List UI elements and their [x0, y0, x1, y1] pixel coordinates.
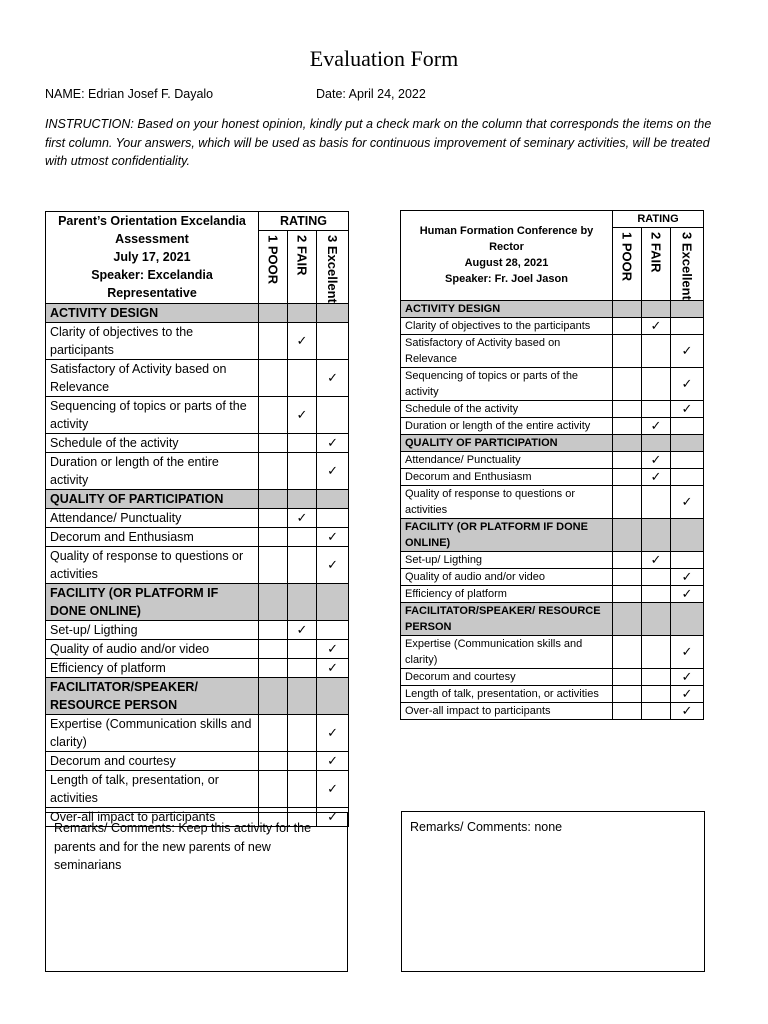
activity-title-line: Speaker: Excelandia Representative	[91, 268, 213, 301]
table-row	[401, 400, 704, 417]
check-mark-icon: ✓	[327, 435, 338, 451]
section-rating-cell	[317, 583, 349, 620]
table-row	[401, 468, 704, 485]
section-row	[46, 489, 349, 508]
section-row	[401, 518, 704, 551]
rating-cell	[642, 635, 671, 668]
criterion-label: Length of talk, presentation, or activities	[46, 770, 259, 807]
section-label: ACTIVITY DESIGN	[46, 303, 259, 322]
rating-cell	[671, 585, 704, 602]
section-label: FACILITY (OR PLATFORM IF DONE ONLINE)	[46, 583, 259, 620]
rating-cell	[259, 751, 288, 770]
rating-column-header	[613, 228, 642, 301]
check-mark-icon: ✓	[681, 669, 693, 685]
criterion-label: Expertise (Communication skills and clarity)	[46, 714, 259, 751]
section-label: FACILITY (OR PLATFORM IF DONE ONLINE)	[401, 518, 613, 551]
rating-cell	[288, 770, 317, 807]
rating-cell	[259, 639, 288, 658]
check-mark-icon: ✓	[650, 469, 662, 485]
rating-header: RATING	[613, 211, 704, 228]
criterion-label: Clarity of objectives to the participants	[401, 317, 613, 334]
rating-cell	[671, 551, 704, 568]
check-mark-icon: ✓	[327, 370, 338, 386]
criterion-label: Efficiency of platform	[46, 658, 259, 677]
table-row	[46, 751, 349, 770]
rating-cell	[642, 668, 671, 685]
rating-cell	[642, 451, 671, 468]
rating-cell	[613, 317, 642, 334]
table-row	[46, 620, 349, 639]
criterion-label: Expertise (Communication skills and clarity)	[401, 635, 613, 668]
activity-title	[46, 212, 259, 304]
rating-column-header	[288, 231, 317, 304]
section-row	[46, 583, 349, 620]
criterion-label: Set-up/ Ligthing	[401, 551, 613, 568]
rating-cell	[317, 770, 349, 807]
section-rating-cell	[642, 300, 671, 317]
remarks-box-2: Remarks/ Comments: none	[401, 811, 705, 972]
table-row	[401, 668, 704, 685]
section-label: QUALITY OF PARTICIPATION	[46, 489, 259, 508]
rating-column-label: 2 FAIR	[648, 232, 664, 273]
criterion-label: Clarity of objectives to the participants	[46, 322, 259, 359]
table-row	[401, 568, 704, 585]
section-label: FACILITATOR/SPEAKER/ RESOURCE PERSON	[401, 602, 613, 635]
rating-cell	[613, 451, 642, 468]
table-row	[401, 635, 704, 668]
rating-cell	[642, 417, 671, 434]
rating-cell	[613, 702, 642, 719]
check-mark-icon: ✓	[681, 494, 693, 510]
table-row	[46, 359, 349, 396]
table-row	[401, 417, 704, 434]
rating-cell	[613, 551, 642, 568]
check-mark-icon: ✓	[681, 401, 693, 417]
criterion-label: Schedule of the activity	[401, 400, 613, 417]
date-field: Date: April 24, 2022	[316, 87, 426, 101]
section-rating-cell	[613, 518, 642, 551]
criterion-label: Duration or length of the entire activity	[46, 452, 259, 489]
rating-cell	[288, 639, 317, 658]
table-row	[46, 658, 349, 677]
criterion-label: Set-up/ Ligthing	[46, 620, 259, 639]
rating-cell	[259, 658, 288, 677]
criterion-label: Quality of audio and/or video	[401, 568, 613, 585]
activity-title-line: Parent’s Orientation Excelandia Assessment	[58, 214, 246, 247]
check-mark-icon: ✓	[650, 452, 662, 468]
rating-cell	[317, 527, 349, 546]
section-rating-cell	[613, 434, 642, 451]
section-rating-cell	[642, 602, 671, 635]
table-row	[401, 702, 704, 719]
rating-cell	[288, 359, 317, 396]
rating-cell	[671, 568, 704, 585]
check-mark-icon: ✓	[327, 557, 338, 573]
section-row	[46, 303, 349, 322]
criterion-label: Decorum and courtesy	[401, 668, 613, 685]
section-rating-cell	[642, 518, 671, 551]
check-mark-icon: ✓	[681, 376, 693, 392]
table-row	[46, 508, 349, 527]
table-row	[401, 451, 704, 468]
rating-cell	[613, 367, 642, 400]
table-row	[46, 527, 349, 546]
rating-cell	[288, 620, 317, 639]
evaluation-table-1	[45, 211, 349, 827]
rating-column-label: 3 Excellent	[679, 232, 695, 300]
section-rating-cell	[259, 583, 288, 620]
rating-cell	[288, 546, 317, 583]
activity-title-line: Human Formation Conference by Rector	[419, 225, 594, 254]
section-rating-cell	[613, 602, 642, 635]
rating-cell	[317, 322, 349, 359]
check-mark-icon: ✓	[327, 529, 338, 545]
rating-cell	[317, 639, 349, 658]
rating-cell	[259, 433, 288, 452]
instruction-text: INSTRUCTION: Based on your honest opinion, kindly put a check mark on the column that corresponds the items on the first column. Your answers, which will be used as basis for continuous improvement of seminary activities, will be treated with utmost confidentiality.	[45, 117, 712, 168]
remarks-box-1: Remarks/ Comments: Keep this activity for the parents and for the new parents of new seminarians	[45, 812, 348, 972]
rating-cell	[288, 714, 317, 751]
criterion-label: Duration or length of the entire activity	[401, 417, 613, 434]
rating-cell	[317, 714, 349, 751]
rating-cell	[259, 620, 288, 639]
section-rating-cell	[288, 677, 317, 714]
check-mark-icon: ✓	[681, 569, 693, 585]
table-row	[401, 685, 704, 702]
rating-cell	[259, 359, 288, 396]
rating-cell	[613, 485, 642, 518]
criterion-label: Over-all impact to participants	[401, 702, 613, 719]
criterion-label: Sequencing of topics or parts of the activity	[46, 396, 259, 433]
rating-cell	[288, 396, 317, 433]
table-row	[46, 433, 349, 452]
check-mark-icon: ✓	[681, 686, 693, 702]
rating-cell	[317, 508, 349, 527]
criterion-label: Quality of response to questions or activities	[46, 546, 259, 583]
section-row	[401, 602, 704, 635]
rating-cell	[288, 527, 317, 546]
rating-cell	[288, 508, 317, 527]
rating-cell	[642, 400, 671, 417]
section-rating-cell	[259, 303, 288, 322]
rating-cell	[642, 551, 671, 568]
table-row	[46, 546, 349, 583]
section-rating-cell	[288, 303, 317, 322]
rating-cell	[613, 685, 642, 702]
table-row	[46, 639, 349, 658]
rating-cell	[671, 417, 704, 434]
rating-cell	[317, 433, 349, 452]
rating-cell	[642, 685, 671, 702]
section-rating-cell	[671, 518, 704, 551]
table-row	[401, 551, 704, 568]
criterion-label: Length of talk, presentation, or activities	[401, 685, 613, 702]
section-label: ACTIVITY DESIGN	[401, 300, 613, 317]
check-mark-icon: ✓	[681, 703, 693, 719]
criterion-label: Attendance/ Punctuality	[401, 451, 613, 468]
rating-cell	[317, 452, 349, 489]
rating-cell	[259, 546, 288, 583]
activity-title-line: July 17, 2021	[113, 250, 191, 265]
rating-cell	[317, 620, 349, 639]
rating-cell	[259, 508, 288, 527]
rating-column-header	[259, 231, 288, 304]
rating-cell	[671, 468, 704, 485]
rating-cell	[317, 751, 349, 770]
rating-cell	[259, 714, 288, 751]
criterion-label: Sequencing of topics or parts of the activity	[401, 367, 613, 400]
criterion-label: Attendance/ Punctuality	[46, 508, 259, 527]
criterion-label: Decorum and courtesy	[46, 751, 259, 770]
rating-cell	[642, 468, 671, 485]
rating-cell	[613, 468, 642, 485]
rating-column-label: 1 POOR	[619, 232, 635, 282]
check-mark-icon: ✓	[327, 809, 338, 825]
section-row	[46, 677, 349, 714]
rating-cell	[671, 367, 704, 400]
rating-cell	[642, 568, 671, 585]
section-rating-cell	[317, 677, 349, 714]
section-rating-cell	[317, 489, 349, 508]
section-rating-cell	[288, 489, 317, 508]
rating-cell	[671, 317, 704, 334]
check-mark-icon: ✓	[327, 753, 338, 769]
table-row	[46, 322, 349, 359]
rating-cell	[613, 334, 642, 367]
section-rating-cell	[317, 303, 349, 322]
criterion-label: Schedule of the activity	[46, 433, 259, 452]
check-mark-icon: ✓	[296, 622, 308, 638]
rating-cell	[317, 396, 349, 433]
criterion-label: Decorum and Enthusiasm	[46, 527, 259, 546]
rating-cell	[671, 485, 704, 518]
criterion-label: Efficiency of platform	[401, 585, 613, 602]
rating-column-header	[317, 231, 349, 304]
rating-cell	[317, 546, 349, 583]
rating-cell	[288, 751, 317, 770]
rating-cell	[642, 485, 671, 518]
section-rating-cell	[288, 583, 317, 620]
rating-cell	[642, 367, 671, 400]
section-row	[401, 300, 704, 317]
rating-cell	[613, 568, 642, 585]
criterion-label: Satisfactory of Activity based on Relevance	[401, 334, 613, 367]
check-mark-icon: ✓	[650, 318, 662, 334]
criterion-label: Over-all impact to participants	[46, 807, 259, 826]
rating-column-label: 3 Excellent	[325, 235, 341, 303]
section-row	[401, 434, 704, 451]
check-mark-icon: ✓	[296, 333, 308, 349]
rating-cell	[671, 668, 704, 685]
rating-cell	[288, 322, 317, 359]
rating-cell	[642, 317, 671, 334]
criterion-label: Quality of audio and/or video	[46, 639, 259, 658]
rating-cell	[259, 322, 288, 359]
rating-cell	[613, 635, 642, 668]
check-mark-icon: ✓	[650, 552, 662, 568]
section-rating-cell	[613, 300, 642, 317]
check-mark-icon: ✓	[681, 644, 693, 660]
rating-column-label: 1 POOR	[265, 235, 281, 285]
rating-cell	[671, 400, 704, 417]
name-field: NAME: Edrian Josef F. Dayalo	[45, 87, 214, 101]
criterion-label: Quality of response to questions or activities	[401, 485, 613, 518]
rating-cell	[259, 770, 288, 807]
table-row	[401, 334, 704, 367]
check-mark-icon: ✓	[327, 463, 338, 479]
check-mark-icon: ✓	[296, 407, 308, 423]
table-row	[401, 367, 704, 400]
section-label: QUALITY OF PARTICIPATION	[401, 434, 613, 451]
check-mark-icon: ✓	[681, 343, 693, 359]
rating-cell	[288, 452, 317, 489]
check-mark-icon: ✓	[327, 660, 338, 676]
rating-column-header	[642, 228, 671, 301]
table-row	[401, 317, 704, 334]
check-mark-icon: ✓	[681, 586, 693, 602]
rating-cell	[613, 585, 642, 602]
rating-cell	[671, 334, 704, 367]
table-row	[46, 714, 349, 751]
rating-cell	[671, 451, 704, 468]
section-rating-cell	[671, 300, 704, 317]
rating-cell	[317, 359, 349, 396]
table-header-row	[401, 211, 704, 228]
table-row	[401, 585, 704, 602]
check-mark-icon: ✓	[296, 510, 308, 526]
page-title: Evaluation Form	[309, 46, 459, 71]
rating-cell	[288, 433, 317, 452]
criterion-label: Satisfactory of Activity based on Relevance	[46, 359, 259, 396]
section-rating-cell	[642, 434, 671, 451]
section-rating-cell	[671, 602, 704, 635]
rating-cell	[642, 585, 671, 602]
table-header-row	[46, 212, 349, 231]
activity-title-line: August 28, 2021	[464, 257, 549, 270]
section-rating-cell	[259, 489, 288, 508]
rating-cell	[671, 685, 704, 702]
rating-cell	[613, 668, 642, 685]
activity-title	[401, 211, 613, 301]
activity-title-line: Speaker: Fr. Joel Jason	[445, 273, 568, 286]
table-row	[46, 452, 349, 489]
rating-cell	[613, 417, 642, 434]
table-row	[46, 770, 349, 807]
rating-cell	[642, 702, 671, 719]
rating-cell	[259, 527, 288, 546]
check-mark-icon: ✓	[327, 641, 338, 657]
evaluation-table-2	[400, 210, 704, 720]
rating-cell	[642, 334, 671, 367]
check-mark-icon: ✓	[327, 725, 338, 741]
table-row	[401, 485, 704, 518]
rating-cell	[671, 635, 704, 668]
section-label: FACILITATOR/SPEAKER/ RESOURCE PERSON	[46, 677, 259, 714]
rating-cell	[671, 702, 704, 719]
criterion-label: Decorum and Enthusiasm	[401, 468, 613, 485]
rating-cell	[317, 658, 349, 677]
rating-cell	[259, 452, 288, 489]
rating-column-label: 2 FAIR	[294, 235, 310, 276]
table-row	[46, 396, 349, 433]
rating-column-header	[671, 228, 704, 301]
rating-header: RATING	[259, 212, 349, 231]
check-mark-icon: ✓	[650, 418, 662, 434]
check-mark-icon: ✓	[327, 781, 338, 797]
rating-cell	[288, 658, 317, 677]
rating-cell	[259, 396, 288, 433]
section-rating-cell	[259, 677, 288, 714]
rating-cell	[613, 400, 642, 417]
section-rating-cell	[671, 434, 704, 451]
